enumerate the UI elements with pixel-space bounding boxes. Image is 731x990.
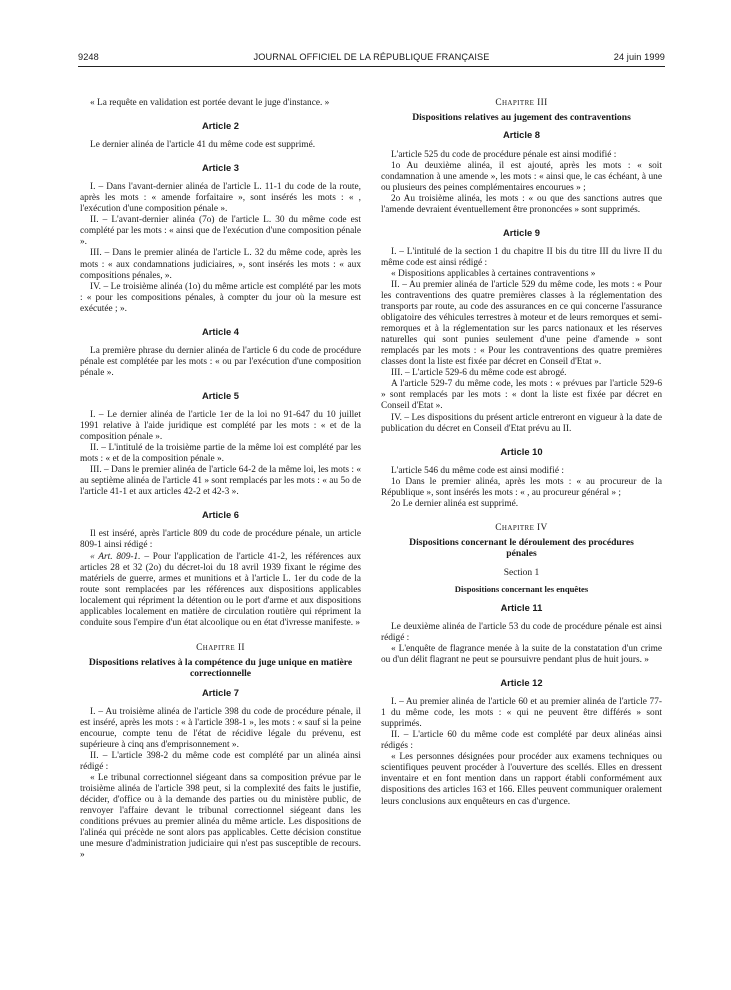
- article-4-heading: Article 4: [202, 325, 239, 337]
- left-column: [80, 98, 361, 861]
- article-2-heading: Article 2: [202, 120, 239, 132]
- article-9-para-1: I. – L'intitulé de la section 1 du chapitre II bis du titre III du livre II du même code est ainsi rédigé :: [381, 246, 662, 268]
- article-10-para-2: 1o Dans le premier alinéa, après les mots : « au procureur de la République », sont insérés les mots : « , au procureur général » ;: [381, 476, 662, 498]
- article-5-para-1: I. – Le dernier alinéa de l'article 1er de la loi no 91-647 du 10 juillet 1991 relative à l'aide juridique est complété par les mots : « et de la composition pénale ».: [80, 409, 361, 443]
- article-10-para-3: 2o Le dernier alinéa est supprimé.: [391, 498, 519, 509]
- article-9-para-2: « Dispositions applicables à certaines contraventions »: [391, 268, 596, 279]
- article-11-para-2: « L'enquête de flagrance menée à la suite de la constatation d'un crime ou d'un délit flagrant ne peut se poursuivre pendant plus de huit jours. »: [381, 643, 662, 665]
- article-12-para-1: I. – Au premier alinéa de l'article 60 et au premier alinéa de l'article 77-1 du même code, les mots : « qui ne peuvent être différés » sont supprimés.: [381, 697, 662, 730]
- article-11-heading: Article 11: [500, 601, 543, 613]
- article-9-heading: Article 9: [503, 226, 540, 238]
- article-6-para-1: Il est inséré, après l'article 809 du code de procédure pénale, un article 809-1 ainsi rédigé :: [80, 529, 361, 551]
- article-5-para-3: III. – Dans le premier alinéa de l'article 64-2 de la même loi, les mots : « au septième alinéa de l'article 41 » sont remplacés par les mots : « au 5o de l'article 41-1 et aux articles 42-2 et 42-3 ».: [80, 465, 362, 498]
- article-9-para-3: II. – Au premier alinéa de l'article 529 du même code, les mots : « Pour les contraventions des quatre premières classes à la réglementation des transports par route, au code des assurances en ce qui concerne l'assurance obligatoire des véhicules terrestres à moteur et de leurs remorques et semi-remorques et à la réglementation sur les parcs nationaux et les réserves naturelles qui sont punies seulement d'une peine d'amende » sont remplacés par les mots : « Pour les contraventions des quatre premières classes dont la liste est fixée par décret en Conseil d'Etat ».: [381, 279, 662, 368]
- intro-paragraph: « La requête en validation est portée devant le juge d'instance. »: [90, 98, 330, 108]
- article-3-para-4: IV. – Le troisième alinéa (1o) du même article est complété par les mots : « pour les compositions pénales, à compter du jour où la mesure est exécutée ; ».: [80, 281, 361, 314]
- article-3-para-2: II. – L'avant-dernier alinéa (7o) de l'article L. 30 du même code est complété par les mots : « ainsi que de l'exécution d'une composition pénale ».: [80, 215, 362, 248]
- right-column: [381, 98, 662, 808]
- article-10-heading: Article 10: [500, 445, 543, 457]
- article-12-heading: Article 12: [500, 677, 543, 689]
- article-8-para-2: 1o Au deuxième alinéa, il est ajouté, après les mots : « soit condamnation à une amende », les mots : « ainsi que, le cas échéant, à une ou plusieurs des peines complémentaires encourues » ;: [381, 160, 662, 193]
- chapter-3-label: Chapitre III: [495, 98, 548, 108]
- article-3-para-3: III. – Dans le premier alinéa de l'article L. 32 du même code, après les mots : « aux condamnations judiciaires, », sont insérés les mots : « aux compositions pénales, ».: [80, 248, 361, 281]
- article-3-heading: Article 3: [202, 162, 239, 174]
- journal-title: JOURNAL OFFICIEL DE LA RÉPUBLIQUE FRANÇAISE: [253, 52, 490, 62]
- article-6-para-2: [80, 552, 361, 629]
- article-2-text: Le dernier alinéa de l'article 41 du même code est supprimé.: [90, 140, 316, 151]
- article-5-para-2: II. – L'intitulé de la troisième partie de la même loi est complété par les mots : « et de la composition pénale ».: [80, 443, 361, 465]
- article-4-text: La première phrase du dernier alinéa de l'article 6 du code de procédure pénale est complétée par les mots : « ou par l'exécution d'une composition pénale ».: [80, 345, 361, 378]
- article-7-heading: Article 7: [202, 686, 239, 698]
- publication-date: 24 juin 1999: [613, 52, 665, 62]
- article-809-1-text: – Pour l'application de l'article 41-2, les références aux articles 28 et 32 (2o) du décret-loi du 18 avril 1939 fixant le régime des matériels de guerre, armes et munitions et à l'article L. 1er du code de la route sont remplacées par les références aux dispositions applicables localement qui répriment la détention ou le port d'arme et aux dispositions applicables localement en matière de circulation routière qui répriment la conduite sous l'empire d'un état alcoolique ou en état d'ivresse manifeste. »: [80, 551, 361, 628]
- article-8-para-3: 2o Au troisième alinéa, les mots : « ou que des sanctions autres que l'amende devraient éventuellement être prononcées » sont supprimés.: [381, 193, 662, 215]
- chapter-3-title: Dispositions relatives au jugement des contraventions: [412, 112, 631, 124]
- chapter-4-label: Chapitre IV: [495, 522, 548, 533]
- article-809-1-ref: « Art. 809-1.: [90, 551, 141, 562]
- chapter-4-title: Dispositions concernant le déroulement des procédures pénales: [409, 536, 634, 560]
- article-7-para-1: I. – Au troisième alinéa de l'article 398 du code de procédure pénale, il est inséré, après les mots : « à l'article 398-1 », les mots : « sauf si la peine encourue, compte tenu de l'état de récidive légale du prévenu, est supérieure à cinq ans d'emprisonnement ».: [80, 706, 361, 750]
- article-11-para-1: Le deuxième alinéa de l'article 53 du code de procédure pénale est ainsi rédigé :: [381, 621, 662, 643]
- article-8-heading: Article 8: [503, 129, 540, 141]
- article-6-heading: Article 6: [202, 509, 239, 521]
- article-8-para-1: L'article 525 du code de procédure pénale est ainsi modifié :: [391, 149, 617, 160]
- article-12-para-2: II. – L'article 60 du même code est complété par deux alinéas ainsi rédigés :: [381, 730, 662, 752]
- header-rule: [78, 66, 665, 67]
- section-1-label: Section 1: [503, 567, 540, 578]
- article-12-para-3: « Les personnes désignées pour procéder aux examens techniques ou scientifiques peuvent procéder à l'ouverture des scellés. Elles en dressent inventaire et en font mention dans un rapport établi conformément aux dispositions des articles 163 et 166. Elles peuvent communiquer oralement leurs conclusions aux enquêteurs en cas d'urgence.: [381, 752, 662, 807]
- chapter-2-title: Dispositions relatives à la compétence du juge unique en matière correctionnelle: [88, 656, 353, 680]
- article-9-para-6: IV. – Les dispositions du présent article entreront en vigueur à la date de publication du décret en Conseil d'Etat prévu au II.: [381, 412, 662, 434]
- page-number: 9248: [78, 52, 99, 62]
- chapter-2-label: Chapitre II: [196, 642, 245, 653]
- article-10-para-1: L'article 546 du même code est ainsi modifié :: [391, 465, 564, 476]
- article-7-para-3: « Le tribunal correctionnel siégeant dans sa composition prévue par le troisième alinéa de l'article 398 peut, si la complexité des faits le justifie, décider, d'office ou à la demande des parties ou du ministère public, de renvoyer l'affaire devant le tribunal correctionnel siégeant dans les conditions prévues au premier alinéa du même article. Les dispositions de l'alinéa qui précède ne sont alors pas applicables. Cette décision constitue une mesure d'administration judiciaire qui n'est pas susceptible de recours. »: [80, 773, 361, 861]
- article-7-para-2: II. – L'article 398-2 du même code est complété par un alinéa ainsi rédigé :: [80, 750, 361, 772]
- article-3-para-1: I. – Dans l'avant-dernier alinéa de l'article L. 11-1 du code de la route, après les mots : « amende forfaitaire », sont insérés les mots : « , l'exécution d'une composition pénale ».: [80, 182, 361, 215]
- section-1-title: Dispositions concernant les enquêtes: [454, 583, 589, 594]
- article-9-para-5: A l'article 529-7 du même code, les mots : « prévues par l'article 529-6 » sont remplacés par les mots : « dont la liste est fixée par décret en Conseil d'Etat ».: [381, 379, 662, 412]
- article-9-para-4: III. – L'article 529-6 du même code est abrogé.: [391, 368, 567, 379]
- article-5-heading: Article 5: [202, 389, 239, 401]
